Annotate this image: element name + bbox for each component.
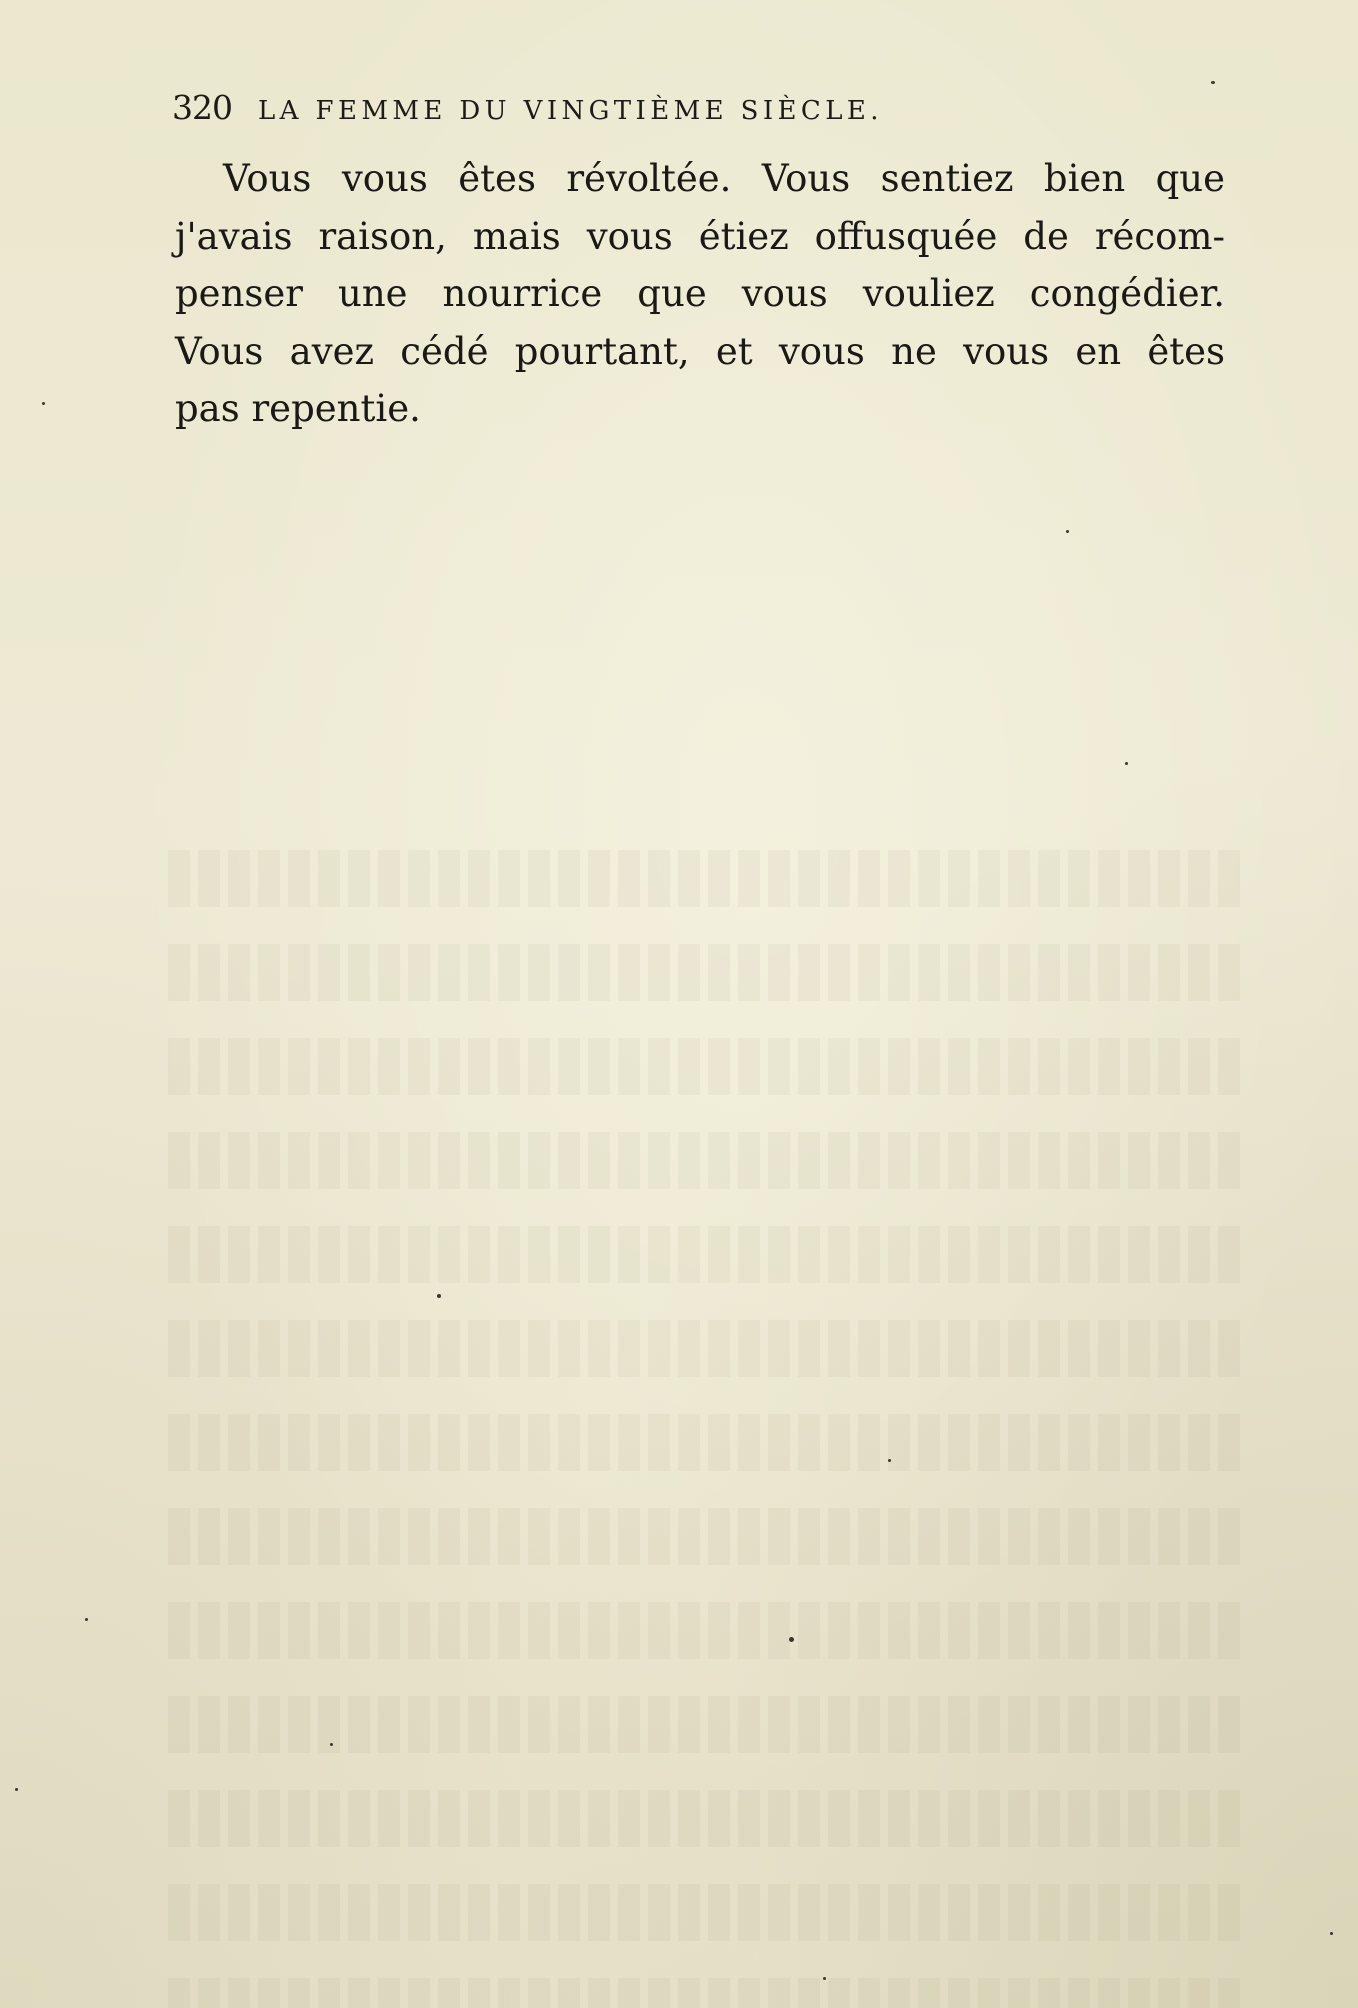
paper-speck [823,1977,826,1980]
paper-speck [888,1459,891,1462]
paper-speck [42,402,45,405]
text-line: pas repentie. [175,387,421,430]
paper-speck [437,1294,441,1298]
paper-speck [330,1743,333,1746]
paper-speck [1125,762,1128,765]
page-number: 320 [172,88,232,127]
bleed-through-text [160,830,1240,2008]
paper-speck [1330,1932,1333,1935]
text-line: j'avais raison, mais vous étiez offusquée de récom- [175,214,1225,258]
paper-speck [85,1618,88,1621]
running-header [172,88,1172,138]
bleed-through-title [160,590,1240,646]
paper-speck [789,1637,794,1642]
text-line: Vous vous êtes révoltée. Vous sentiez bien que [223,157,1225,200]
paper-speck [1066,530,1069,533]
text-line: penser une nourrice que vous vouliez congédier. [175,272,1225,315]
running-title: LA FEMME DU VINGTIÈME SIÈCLE. [258,96,883,126]
paper-speck [15,1788,18,1791]
text-line: Vous avez cédé pourtant, et vous ne vous en êtes [175,329,1225,373]
body-paragraph [175,150,1225,438]
paper-speck [1211,81,1215,84]
